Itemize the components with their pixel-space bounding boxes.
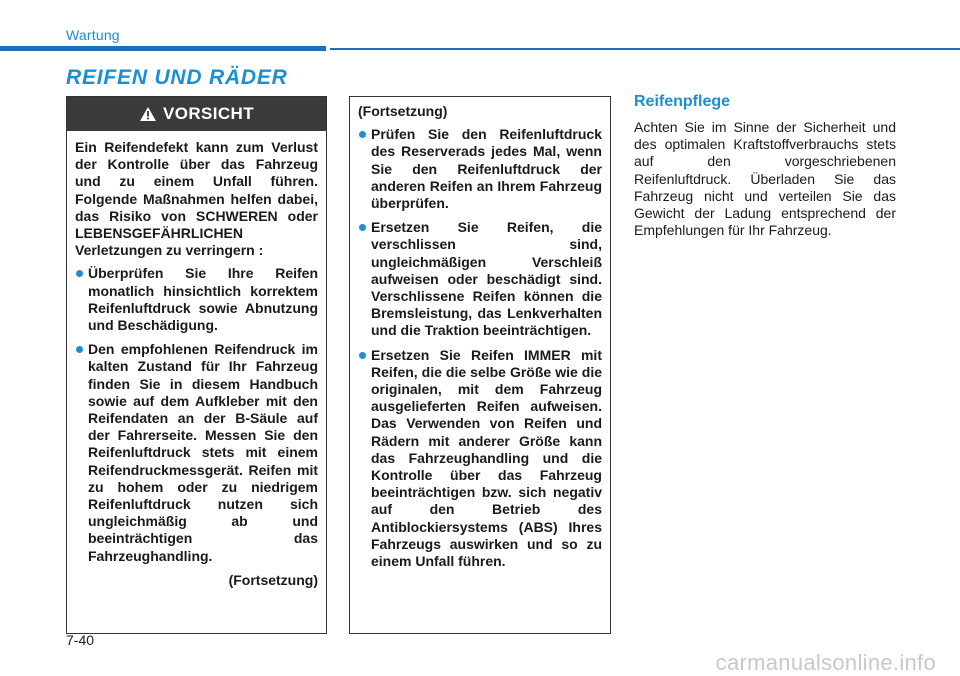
list-item-text: Ersetzen Sie Reifen, die verschlissen sind, ungleichmäßigen Verschleiß aufweisen oder beschädigt sind. Verschlissene Reifen können die Bremsleistung, das Lenkverhalten und die Traktion beeinträchtigen. [371,219,602,339]
page-number: 7-40 [66,632,95,648]
continued-list [358,126,602,570]
list-item [358,219,602,339]
header-rule-thin [330,48,960,50]
list-item [358,347,602,571]
list-item [75,265,318,334]
header-rule-thick [0,46,326,51]
list-item-text: Den empfohlenen Reifendruck im kalten Zustand für Ihr Fahrzeug finden Sie in diesem Handbuch sowie auf dem Aufkleber mit den Reifendaten an der B-Säule auf der Fahrerseite. Messen Sie den Reifenluftdruck stets mit einem Reifendruckmessgerät. Reifen mit zu hohem oder zu niedrigem Reifenluftdruck nutzen sich ungleichmäßig ab und beeinträchtigen das Fahrzeughandling. [88,341,318,564]
watermark: carmanualsonline.info [715,650,936,675]
continued-body [350,97,610,570]
bullet-dot-icon [76,346,83,353]
tire-care-heading: Reifenpflege [634,93,731,110]
continued-heading: (Fortsetzung) [358,103,448,119]
list-item [358,126,602,212]
tire-care-text: Achten Sie im Sinne der Sicherheit und des optimalen Kraftstoffverbrauchs stets auf den vorgeschriebenen Reifenluftdruck. Überladen Sie das Fahrzeug nicht und verteilen Sie das Gewicht der Ladung entsprechend der Empfehlungen für Ihr Fahrzeug. [634,119,896,239]
caution-list [75,265,318,564]
bullet-dot-icon [76,270,83,277]
list-item-text: Überprüfen Sie Ihre Reifen monatlich hinsichtlich korrektem Reifenluftdruck sowie Abnutzung und Beschädigung. [88,265,318,334]
caution-header [67,97,326,131]
bullet-dot-icon [359,131,366,138]
caution-body [67,131,326,589]
list-item [75,341,318,565]
chapter-title: REIFEN UND RÄDER [66,66,288,89]
section-label: Wartung [66,27,120,43]
caution-intro: Ein Reifendefekt kann zum Verlust der Kontrolle über das Fahrzeug und zu einem Unfall führen. Folgende Maßnahmen helfen dabei, das Risiko von SCHWEREN oder LEBENSGEFÄHRLICHEN Verletzungen zu verringern : [75,139,318,259]
bullet-dot-icon [359,224,366,231]
bullet-dot-icon [359,352,366,359]
warning-triangle-icon [139,106,157,122]
list-item-text: Prüfen Sie den Reifenluftdruck des Reserverads jedes Mal, wenn Sie den Reifenluftdruck der anderen Reifen an Ihrem Fahrzeug überprüfen. [371,126,602,212]
continued-note: (Fortsetzung) [228,571,318,588]
continued-box [349,96,611,634]
list-item-text: Ersetzen Sie Reifen IMMER mit Reifen, die die selbe Größe wie die originalen, mit dem Fahrzeug ausgelieferten Reifen aufweisen. Das Verwenden von Reifen und Rädern mit anderer Größe kann das Fahrzeughandling und die Kontrolle über das Fahrzeug beeinträchtigen bzw. sich negativ auf den Betrieb des Antiblockiersystems (ABS) Ihres Fahrzeugs auswirken und so zu einem Unfall führen. [371,346,602,570]
caution-heading: VORSICHT [162,104,255,123]
caution-box [66,96,327,634]
